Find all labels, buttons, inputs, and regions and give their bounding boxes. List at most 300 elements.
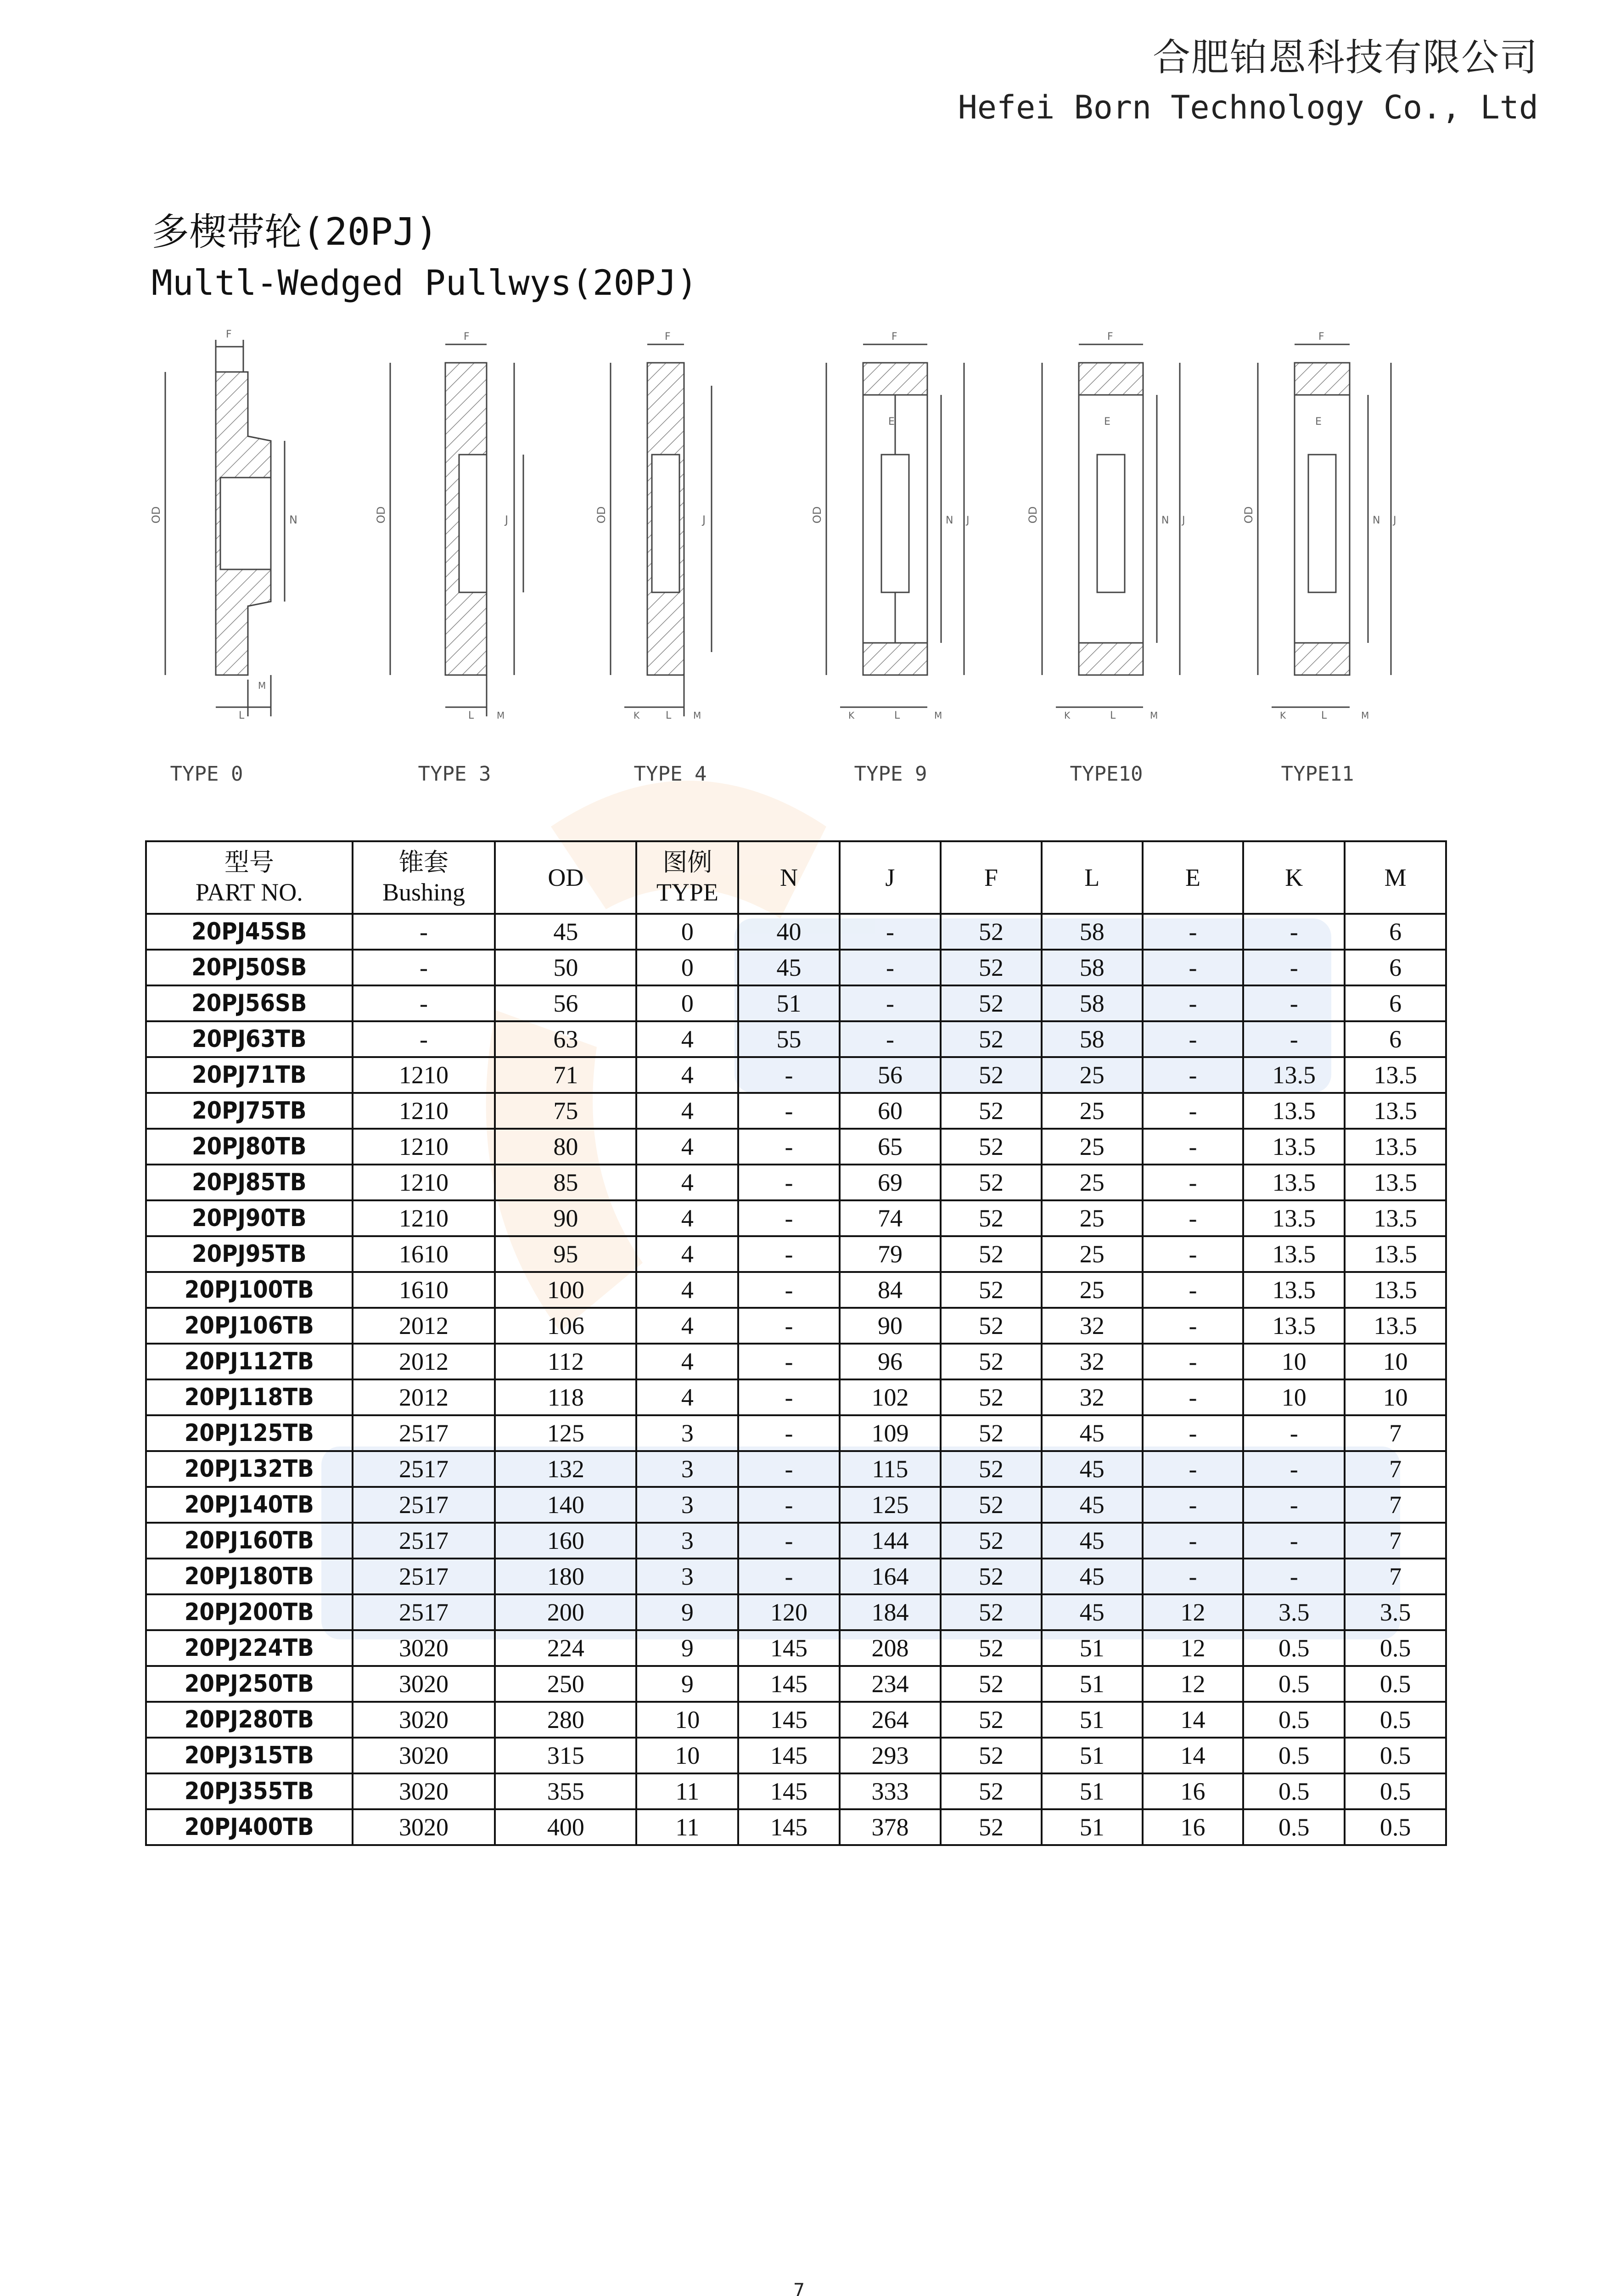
column-header: M (1345, 841, 1446, 914)
part-number-cell: 20PJ112TB (146, 1344, 353, 1379)
table-cell: 10 (1243, 1379, 1345, 1415)
table-cell: 200 (495, 1594, 636, 1630)
table-cell: 45 (1042, 1594, 1143, 1630)
table-cell: 58 (1042, 914, 1143, 950)
type-label: TYPE 3 (418, 762, 491, 786)
page-number: 7 (793, 2280, 805, 2296)
table-cell: 25 (1042, 1057, 1143, 1093)
table-cell: 25 (1042, 1272, 1143, 1308)
table-cell: 315 (495, 1738, 636, 1773)
table-cell: 65 (840, 1129, 941, 1165)
table-cell: - (738, 1272, 839, 1308)
n-dimension-label: N (289, 513, 297, 526)
table-cell: 50 (495, 950, 636, 985)
table-row (146, 914, 1446, 950)
table-cell: 52 (941, 1415, 1042, 1451)
table-row (146, 1272, 1446, 1308)
table-cell: 10 (1345, 1344, 1446, 1379)
l-dimension-label: L (894, 710, 900, 721)
table-cell: 0.5 (1345, 1702, 1446, 1738)
table-cell: 7 (1345, 1415, 1446, 1451)
m-dimension-label: M (497, 710, 505, 721)
type-label: TYPE11 (1281, 762, 1354, 786)
table-cell: 4 (636, 1021, 738, 1057)
table-cell: 2012 (353, 1344, 495, 1379)
table-cell: 0.5 (1345, 1666, 1446, 1702)
table-cell: 56 (840, 1057, 941, 1093)
table-row (146, 1809, 1446, 1845)
table-row (146, 1630, 1446, 1666)
table-cell: - (738, 1415, 839, 1451)
table-cell: 145 (738, 1809, 839, 1845)
table-cell: 52 (941, 1165, 1042, 1200)
table-cell: 184 (840, 1594, 941, 1630)
table-cell: 45 (1042, 1559, 1143, 1594)
table-row (146, 1487, 1446, 1523)
table-cell: 2517 (353, 1594, 495, 1630)
table-cell: 118 (495, 1379, 636, 1415)
table-cell: 52 (941, 1344, 1042, 1379)
table-cell: 3020 (353, 1666, 495, 1702)
table-cell: 52 (941, 1487, 1042, 1523)
table-cell: 1210 (353, 1057, 495, 1093)
m-dimension-label: M (934, 710, 942, 721)
table-cell: 0.5 (1243, 1702, 1345, 1738)
table-cell: 0.5 (1345, 1738, 1446, 1773)
table-cell: - (1243, 985, 1345, 1021)
table-cell: 1610 (353, 1236, 495, 1272)
table-cell: 52 (941, 1666, 1042, 1702)
table-cell: 264 (840, 1702, 941, 1738)
od-dimension-label: OD (595, 506, 608, 523)
table-cell: 355 (495, 1773, 636, 1809)
table-cell: 3020 (353, 1738, 495, 1773)
table-cell: - (738, 1165, 839, 1200)
table-cell: 6 (1345, 985, 1446, 1021)
table-cell: 2012 (353, 1379, 495, 1415)
table-cell: 4 (636, 1129, 738, 1165)
table-cell: 58 (1042, 1021, 1143, 1057)
table-cell: 10 (636, 1738, 738, 1773)
table-cell: 84 (840, 1272, 941, 1308)
part-number-cell: 20PJ160TB (146, 1523, 353, 1559)
table-cell: 0.5 (1345, 1809, 1446, 1845)
column-header: J (840, 841, 941, 914)
drawing-type-10 (1028, 303, 1212, 808)
table-cell: 9 (636, 1594, 738, 1630)
table-cell: 16 (1143, 1809, 1244, 1845)
type-label: TYPE 0 (170, 762, 243, 786)
table-cell: 52 (941, 1773, 1042, 1809)
table-cell: 112 (495, 1344, 636, 1379)
f-dimension-label: F (464, 331, 470, 343)
table-cell: 52 (941, 1308, 1042, 1344)
table-cell: - (840, 1021, 941, 1057)
part-number-cell: 20PJ106TB (146, 1308, 353, 1344)
table-cell: 52 (941, 985, 1042, 1021)
n-dimension-label: N (1161, 515, 1169, 526)
table-cell: 52 (941, 1129, 1042, 1165)
table-cell: 10 (1345, 1379, 1446, 1415)
table-cell: 160 (495, 1523, 636, 1559)
table-row (146, 1415, 1446, 1451)
table-cell: 95 (495, 1236, 636, 1272)
part-number-cell: 20PJ125TB (146, 1415, 353, 1451)
table-cell: 52 (941, 1559, 1042, 1594)
table-cell: 145 (738, 1773, 839, 1809)
table-cell: 13.5 (1345, 1200, 1446, 1236)
table-cell: 3 (636, 1559, 738, 1594)
part-number-cell: 20PJ56SB (146, 985, 353, 1021)
table-cell: - (1143, 1021, 1244, 1057)
table-cell: 51 (1042, 1630, 1143, 1666)
table-cell: 12 (1143, 1594, 1244, 1630)
table-cell: 1610 (353, 1272, 495, 1308)
table-cell: 52 (941, 1093, 1042, 1129)
table-cell: 3020 (353, 1773, 495, 1809)
column-header: K (1243, 841, 1345, 914)
table-cell: 45 (1042, 1451, 1143, 1487)
table-cell: 3 (636, 1415, 738, 1451)
table-cell: 13.5 (1345, 1093, 1446, 1129)
part-number-cell: 20PJ50SB (146, 950, 353, 985)
type-label: TYPE 4 (634, 762, 707, 786)
table-cell: - (353, 914, 495, 950)
company-name-en: Hefei Born Technology Co., Ltd (958, 89, 1538, 126)
table-cell: 3 (636, 1487, 738, 1523)
page-title-en: Multl-Wedged Pullwys(20PJ) (151, 262, 698, 303)
part-number-cell: 20PJ90TB (146, 1200, 353, 1236)
type-label: TYPE 9 (854, 762, 927, 786)
table-cell: 58 (1042, 985, 1143, 1021)
table-cell: 125 (840, 1487, 941, 1523)
table-cell: 9 (636, 1630, 738, 1666)
pulley-spec-table (145, 840, 1447, 1846)
table-cell: 400 (495, 1809, 636, 1845)
pulley-type-4-icon (597, 303, 780, 753)
drawing-type-4 (597, 303, 780, 808)
table-cell: 13.5 (1243, 1057, 1345, 1093)
table-cell: 58 (1042, 950, 1143, 985)
pulley-type-3-icon (376, 303, 560, 753)
part-number-cell: 20PJ118TB (146, 1379, 353, 1415)
table-cell: - (1243, 1021, 1345, 1057)
table-cell: 10 (636, 1702, 738, 1738)
table-cell: - (1243, 1559, 1345, 1594)
table-cell: 4 (636, 1057, 738, 1093)
part-number-cell: 20PJ250TB (146, 1666, 353, 1702)
table-row (146, 1738, 1446, 1773)
table-cell: 3.5 (1243, 1594, 1345, 1630)
table-cell: 25 (1042, 1129, 1143, 1165)
table-cell: 25 (1042, 1200, 1143, 1236)
pulley-drawings (151, 303, 1464, 808)
table-cell: 32 (1042, 1308, 1143, 1344)
table-cell: - (1143, 1451, 1244, 1487)
table-cell: 7 (1345, 1451, 1446, 1487)
table-cell: - (738, 1559, 839, 1594)
table-cell: 52 (941, 950, 1042, 985)
part-number-cell: 20PJ355TB (146, 1773, 353, 1809)
column-header: F (941, 841, 1042, 914)
pulley-type-11-icon (1244, 303, 1428, 753)
table-row (146, 985, 1446, 1021)
table-cell: 56 (495, 985, 636, 1021)
table-cell: 208 (840, 1630, 941, 1666)
f-dimension-label: F (892, 331, 897, 343)
table-cell: 3 (636, 1451, 738, 1487)
table-row (146, 1021, 1446, 1057)
page-title (151, 202, 698, 303)
table-cell: 0 (636, 950, 738, 985)
table-cell: 180 (495, 1559, 636, 1594)
table-cell: 3.5 (1345, 1594, 1446, 1630)
column-header: OD (495, 841, 636, 914)
table-cell: - (840, 950, 941, 985)
table-row (146, 1773, 1446, 1809)
table-cell: 11 (636, 1809, 738, 1845)
e-dimension-label: E (1315, 416, 1322, 428)
part-number-cell: 20PJ45SB (146, 914, 353, 950)
table-cell: 120 (738, 1594, 839, 1630)
table-cell: 333 (840, 1773, 941, 1809)
table-cell: 52 (941, 1200, 1042, 1236)
table-cell: 102 (840, 1379, 941, 1415)
table-cell: 12 (1143, 1630, 1244, 1666)
table-cell: - (1243, 1451, 1345, 1487)
table-cell: 1210 (353, 1093, 495, 1129)
table-cell: - (1143, 950, 1244, 985)
column-header: 图例 TYPE (636, 841, 738, 914)
table-cell: 132 (495, 1451, 636, 1487)
table-cell: 85 (495, 1165, 636, 1200)
part-number-cell: 20PJ80TB (146, 1129, 353, 1165)
table-cell: - (1143, 985, 1244, 1021)
e-dimension-label: E (1104, 416, 1110, 428)
table-cell: 13.5 (1243, 1200, 1345, 1236)
table-cell: 140 (495, 1487, 636, 1523)
table-cell: 0.5 (1243, 1738, 1345, 1773)
part-number-cell: 20PJ63TB (146, 1021, 353, 1057)
table-cell: 6 (1345, 914, 1446, 950)
m-dimension-label: M (1361, 710, 1369, 721)
table-cell: 115 (840, 1451, 941, 1487)
table-cell: - (840, 914, 941, 950)
od-dimension-label: OD (150, 506, 163, 523)
table-cell: 164 (840, 1559, 941, 1594)
table-cell: 80 (495, 1129, 636, 1165)
table-cell: 7 (1345, 1559, 1446, 1594)
table-cell: 63 (495, 1021, 636, 1057)
pulley-type-0-icon (151, 303, 335, 753)
table-cell: 90 (840, 1308, 941, 1344)
j-dimension-label: J (1393, 515, 1396, 526)
e-dimension-label: E (888, 416, 895, 428)
table-cell: 11 (636, 1773, 738, 1809)
table-header-row (146, 841, 1446, 914)
part-number-cell: 20PJ100TB (146, 1272, 353, 1308)
table-cell: 0.5 (1345, 1773, 1446, 1809)
table-cell: 52 (941, 1630, 1042, 1666)
table-cell: 52 (941, 1738, 1042, 1773)
f-dimension-label: F (1318, 331, 1324, 343)
k-dimension-label: K (634, 710, 640, 721)
part-number-cell: 20PJ85TB (146, 1165, 353, 1200)
table-cell: 4 (636, 1093, 738, 1129)
l-dimension-label: L (666, 710, 672, 721)
part-number-cell: 20PJ200TB (146, 1594, 353, 1630)
m-dimension-label: M (1150, 710, 1158, 721)
table-cell: 4 (636, 1272, 738, 1308)
table-cell: - (1143, 1200, 1244, 1236)
table-cell: 51 (738, 985, 839, 1021)
table-cell: 45 (495, 914, 636, 950)
table-cell: 52 (941, 1702, 1042, 1738)
l-dimension-label: L (1110, 710, 1116, 721)
table-cell: 4 (636, 1344, 738, 1379)
table-cell: 13.5 (1243, 1272, 1345, 1308)
table-cell: - (840, 985, 941, 1021)
table-cell: - (738, 1093, 839, 1129)
k-dimension-label: K (848, 710, 855, 721)
f-dimension-label: F (226, 329, 232, 340)
table-cell: - (1143, 1272, 1244, 1308)
table-cell: 45 (1042, 1487, 1143, 1523)
od-dimension-label: OD (375, 506, 387, 523)
table-cell: 75 (495, 1093, 636, 1129)
table-cell: 79 (840, 1236, 941, 1272)
table-cell: - (1143, 1344, 1244, 1379)
table-cell: 250 (495, 1666, 636, 1702)
table-cell: - (353, 1021, 495, 1057)
table-cell: 13.5 (1345, 1236, 1446, 1272)
table-cell: 0 (636, 985, 738, 1021)
table-cell: 71 (495, 1057, 636, 1093)
table-cell: 13.5 (1243, 1308, 1345, 1344)
table-row (146, 1523, 1446, 1559)
table-cell: 52 (941, 1809, 1042, 1845)
table-cell: 0 (636, 914, 738, 950)
table-cell: 0.5 (1243, 1773, 1345, 1809)
table-cell: 3 (636, 1523, 738, 1559)
n-dimension-label: N (946, 515, 953, 526)
drawing-type-0 (151, 303, 335, 808)
part-number-cell: 20PJ224TB (146, 1630, 353, 1666)
table-cell: 4 (636, 1308, 738, 1344)
table-cell: 1210 (353, 1129, 495, 1165)
table-row (146, 1379, 1446, 1415)
table-row (146, 1559, 1446, 1594)
table-cell: 4 (636, 1379, 738, 1415)
table-row (146, 1344, 1446, 1379)
table-cell: - (738, 1200, 839, 1236)
drawing-type-11 (1244, 303, 1428, 808)
table-cell: - (738, 1487, 839, 1523)
od-dimension-label: OD (1026, 506, 1039, 523)
table-cell: - (738, 1523, 839, 1559)
pulley-type-10-icon (1028, 303, 1212, 753)
table-cell: 13.5 (1345, 1129, 1446, 1165)
table-cell: - (353, 950, 495, 985)
table-cell: 13.5 (1345, 1165, 1446, 1200)
table-cell: - (738, 1308, 839, 1344)
table-cell: 74 (840, 1200, 941, 1236)
table-cell: - (738, 1236, 839, 1272)
table-cell: - (1143, 1236, 1244, 1272)
table-cell: 52 (941, 1379, 1042, 1415)
table-cell: 45 (1042, 1523, 1143, 1559)
table-cell: - (738, 1057, 839, 1093)
table-row (146, 950, 1446, 985)
table-cell: 2517 (353, 1415, 495, 1451)
table-body (146, 914, 1446, 1845)
table-cell: 3020 (353, 1702, 495, 1738)
table-cell: 1210 (353, 1165, 495, 1200)
table-row (146, 1200, 1446, 1236)
column-header: L (1042, 841, 1143, 914)
table-row (146, 1057, 1446, 1093)
table-cell: - (738, 1451, 839, 1487)
table-cell: 234 (840, 1666, 941, 1702)
k-dimension-label: K (1064, 710, 1071, 721)
table-cell: 109 (840, 1415, 941, 1451)
part-number-cell: 20PJ280TB (146, 1702, 353, 1738)
table-cell: 14 (1143, 1738, 1244, 1773)
table-cell: 13.5 (1345, 1308, 1446, 1344)
j-dimension-label: J (505, 513, 509, 526)
table-cell: 52 (941, 1236, 1042, 1272)
l-dimension-label: L (1321, 710, 1327, 721)
table-cell: 25 (1042, 1236, 1143, 1272)
table-cell: 13.5 (1345, 1272, 1446, 1308)
table-cell: 3020 (353, 1630, 495, 1666)
table-cell: 16 (1143, 1773, 1244, 1809)
table-cell: 52 (941, 914, 1042, 950)
table-row (146, 1129, 1446, 1165)
table-cell: 96 (840, 1344, 941, 1379)
table-cell: - (1143, 1129, 1244, 1165)
table-cell: - (738, 1344, 839, 1379)
table-cell: 145 (738, 1666, 839, 1702)
part-number-cell: 20PJ95TB (146, 1236, 353, 1272)
table-cell: 145 (738, 1630, 839, 1666)
table-row (146, 1666, 1446, 1702)
table-cell: 2517 (353, 1451, 495, 1487)
table-cell: 7 (1345, 1523, 1446, 1559)
table-cell: 51 (1042, 1702, 1143, 1738)
table-cell: 55 (738, 1021, 839, 1057)
table-cell: 32 (1042, 1344, 1143, 1379)
part-number-cell: 20PJ75TB (146, 1093, 353, 1129)
od-dimension-label: OD (1242, 506, 1255, 523)
table-row (146, 1451, 1446, 1487)
table-cell: 125 (495, 1415, 636, 1451)
table-cell: 12 (1143, 1666, 1244, 1702)
table-cell: 0.5 (1345, 1630, 1446, 1666)
table-cell: 1210 (353, 1200, 495, 1236)
column-header: E (1143, 841, 1244, 914)
table-row (146, 1702, 1446, 1738)
table-cell: - (738, 1379, 839, 1415)
table-cell: 100 (495, 1272, 636, 1308)
table-cell: 3020 (353, 1809, 495, 1845)
table-cell: 51 (1042, 1773, 1143, 1809)
table-cell: 13.5 (1243, 1236, 1345, 1272)
table-cell: - (1143, 1165, 1244, 1200)
table-cell: 2517 (353, 1487, 495, 1523)
table-cell: 224 (495, 1630, 636, 1666)
part-number-cell: 20PJ132TB (146, 1451, 353, 1487)
